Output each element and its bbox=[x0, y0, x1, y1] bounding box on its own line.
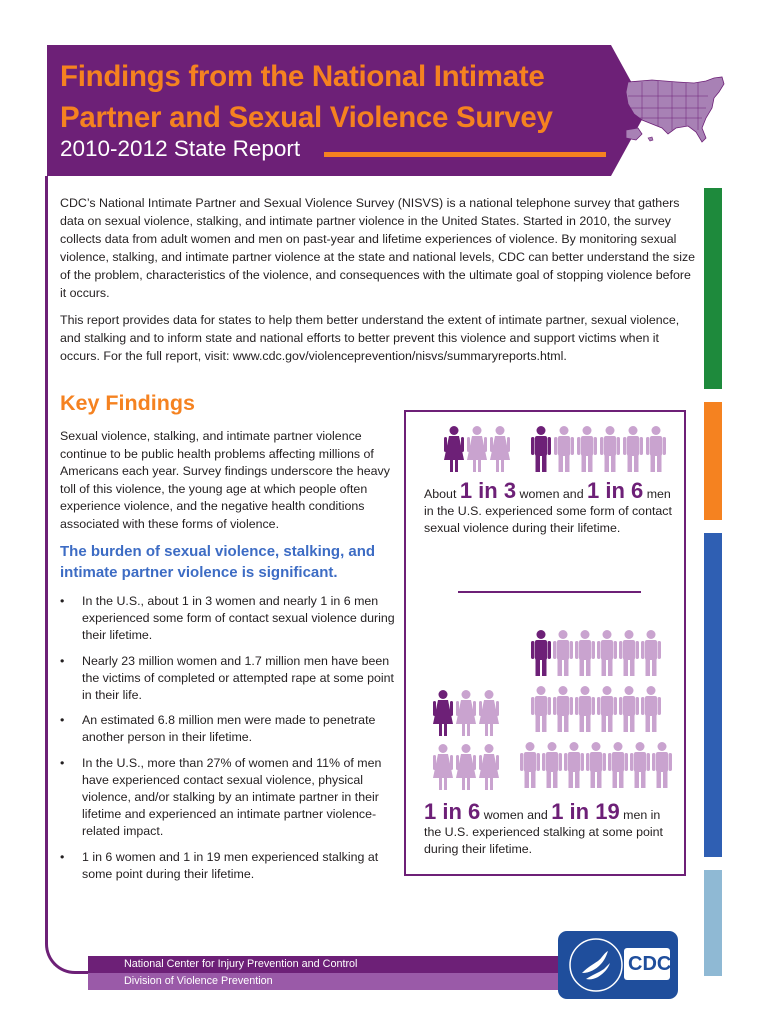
page-subtitle: 2010-2012 State Report bbox=[60, 136, 301, 161]
stat-stalking bbox=[424, 799, 680, 858]
stat2-men-ratio: 1 in 19 bbox=[551, 799, 620, 824]
footer-bar-top bbox=[88, 956, 593, 973]
stat2-mid: women and bbox=[480, 808, 552, 822]
man-figure-icon bbox=[652, 742, 672, 788]
man-figure-icon bbox=[531, 630, 551, 676]
bullet-glyph: • bbox=[60, 849, 65, 864]
man-figure-icon bbox=[608, 742, 628, 788]
man-figure-icon bbox=[641, 686, 661, 732]
stat1-pre: About bbox=[424, 487, 460, 501]
cdc-wordmark-box bbox=[624, 948, 670, 980]
man-figure-icon bbox=[600, 426, 620, 472]
woman-figure-icon bbox=[479, 744, 499, 790]
man-figure-icon bbox=[646, 426, 666, 472]
title-line-2: Partner and Sexual Violence Survey bbox=[60, 101, 553, 134]
man-figure-icon bbox=[553, 686, 573, 732]
key-findings-heading: Key Findings bbox=[60, 391, 195, 415]
woman-figure-icon bbox=[490, 426, 510, 472]
man-figure-icon bbox=[597, 630, 617, 676]
intro-paragraph-2: This report provides data for states to help them better understand the extent of intimate partner, sexual violence, and stalking and to inform state and national efforts to better prevent this violence and support victims when it occurs. For the full report, visit: www.cdc.gov/violenceprevention/nisvs/summaryreports.html. bbox=[60, 313, 680, 363]
stat2-rest: the U.S. experienced stalking at some point during their lifetime. bbox=[424, 825, 663, 856]
man-figure-icon bbox=[577, 426, 597, 472]
cdc-wordmark: CDC bbox=[628, 953, 672, 975]
man-figure-icon bbox=[553, 630, 573, 676]
footer-center-name: National Center for Injury Prevention and Control bbox=[124, 958, 358, 970]
woman-figure-icon bbox=[433, 690, 453, 736]
footer-division-name: Division of Violence Prevention bbox=[124, 975, 273, 987]
man-figure-icon bbox=[575, 630, 595, 676]
stat1-mid: women and bbox=[516, 487, 588, 501]
woman-figure-icon bbox=[467, 426, 487, 472]
woman-figure-icon bbox=[444, 426, 464, 472]
bullet-glyph: • bbox=[60, 713, 65, 728]
man-figure-icon bbox=[531, 686, 551, 732]
stat2-post: men in bbox=[619, 808, 661, 822]
woman-figure-icon bbox=[479, 690, 499, 736]
man-figure-icon bbox=[619, 686, 639, 732]
footer-bar-bottom bbox=[88, 973, 593, 990]
man-figure-icon bbox=[641, 630, 661, 676]
stat1-men-ratio: 1 in 6 bbox=[587, 478, 644, 503]
man-figure-icon bbox=[630, 742, 650, 788]
list-item-text: In the U.S., more than 27% of women and 11% of men have experienced contact sexual violence, physical violence, and/or stalking by an intimate partner in their lifetime and experienced an intimate partner violence-related impact. bbox=[82, 755, 382, 839]
man-figure-icon bbox=[520, 742, 540, 788]
stat1-post: men bbox=[643, 487, 671, 501]
bullet-glyph: • bbox=[60, 594, 65, 608]
burden-heading: The burden of sexual violence, stalking, and intimate partner violence is significant. bbox=[60, 543, 376, 581]
woman-figure-icon bbox=[456, 690, 476, 736]
man-figure-icon bbox=[619, 630, 639, 676]
stat1-women-ratio: 1 in 3 bbox=[459, 478, 517, 503]
key-findings-intro: Sexual violence, stalking, and intimate partner violence continue to be public health problems affecting millions of Americans each year. Survey findings underscore the heavy toll of this violence, the young age at which people often experience violence, and the negative health conditions associated with these forms of violence. bbox=[60, 429, 390, 531]
list-item-text: An estimated 6.8 million men were made to penetrate another person in their lifetime. bbox=[82, 713, 376, 745]
man-figure-icon bbox=[586, 742, 606, 788]
intro-paragraph-1: CDC’s National Intimate Partner and Sexual Violence Survey (NISVS) is a national telephone survey that gathers data on sexual violence, stalking, and intimate partner violence in the United States. Started in 2010, the survey collects data from adult women and men on past-year and lifetime experiences of violence. By monitoring sexual violence, stalking, and intimate partner violence at the state and national levels, CDC can better understand the size of the problem, characteristics of the violence, and consequences with the ultimate goal of stopping violence before it occurs. bbox=[60, 196, 696, 300]
bullet-glyph: • bbox=[60, 755, 65, 770]
man-figure-icon bbox=[554, 426, 574, 472]
woman-figure-icon bbox=[433, 744, 453, 790]
hhs-eagle-icon bbox=[568, 937, 624, 993]
list-item-text: In the U.S., about 1 in 3 women and nearly 1 in 6 men experienced some form of contact sexual violence during their lifetime. bbox=[82, 594, 395, 643]
man-figure-icon bbox=[623, 426, 643, 472]
title-line-1: Findings from the National Intimate bbox=[60, 60, 545, 93]
stat-sexual-violence bbox=[424, 478, 680, 537]
woman-figure-icon bbox=[456, 744, 476, 790]
man-figure-icon bbox=[531, 426, 551, 472]
infographic-divider bbox=[458, 591, 641, 593]
man-figure-icon bbox=[564, 742, 584, 788]
list-item-text: Nearly 23 million women and 1.7 million men have been the victims of completed or attempted rape at some point in their life. bbox=[82, 653, 394, 703]
man-figure-icon bbox=[542, 742, 562, 788]
cdc-logo bbox=[558, 931, 678, 999]
man-figure-icon bbox=[597, 686, 617, 732]
bullet-glyph: • bbox=[60, 653, 65, 668]
stat1-rest: in the U.S. experienced some form of contact sexual violence during their lifetime. bbox=[424, 504, 672, 535]
stat2-women-ratio: 1 in 6 bbox=[424, 799, 481, 824]
list-item-text: 1 in 6 women and 1 in 19 men experienced stalking at some point during their lifetime. bbox=[82, 849, 379, 881]
man-figure-icon bbox=[575, 686, 595, 732]
